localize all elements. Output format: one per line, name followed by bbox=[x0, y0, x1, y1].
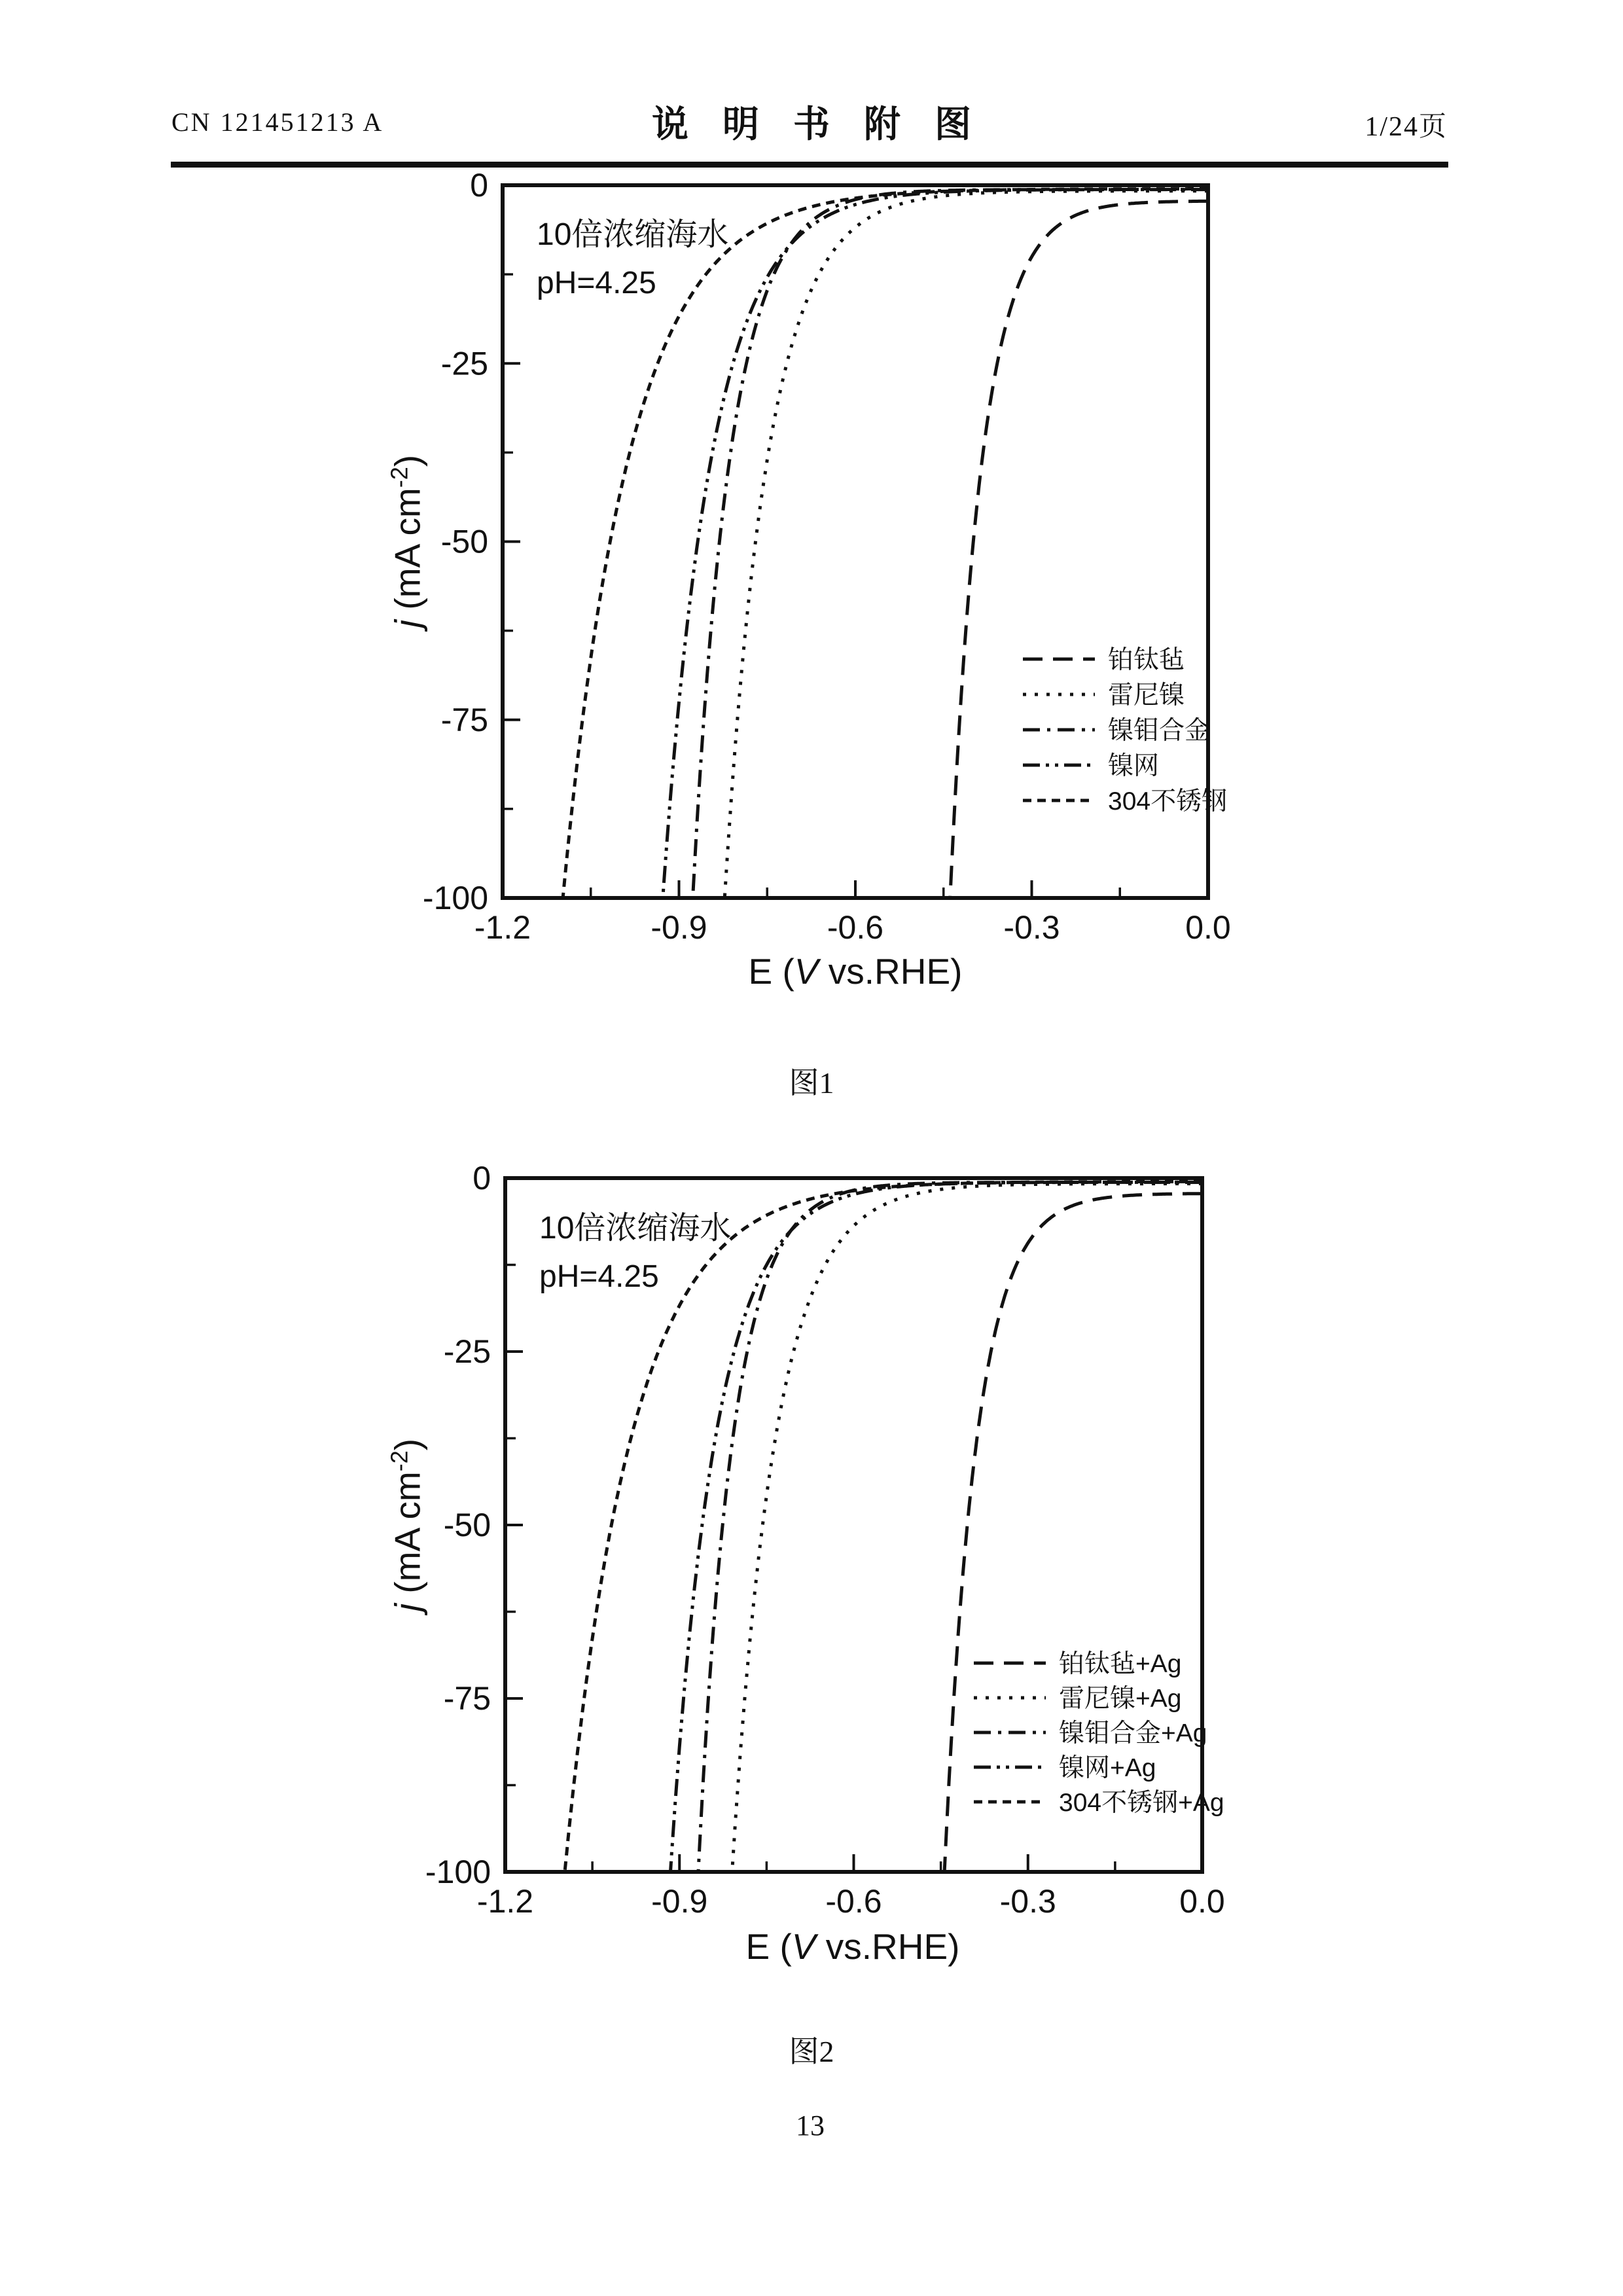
y-tick-label: -100 bbox=[422, 880, 488, 916]
legend-label: 镍钼合金 bbox=[1108, 717, 1211, 745]
figure2-y-axis-title: j (mA $cm^{-2}$) bbox=[385, 1438, 428, 1612]
y-tick-label: -75 bbox=[440, 701, 488, 738]
legend-label: 镍网+Ag bbox=[1059, 1754, 1156, 1782]
x-tick-label: -0.6 bbox=[825, 1883, 882, 1920]
legend-label: 镍钼合金+Ag bbox=[1059, 1719, 1207, 1748]
page-title: 说明书附图 bbox=[652, 105, 1005, 145]
legend-label: 镍网 bbox=[1108, 752, 1160, 780]
y-tick-label: 0 bbox=[473, 1160, 491, 1196]
figure1-condition-annotation: 10倍浓缩海水 pH=4.25 bbox=[537, 217, 729, 301]
x-tick-label: -0.3 bbox=[999, 1883, 1056, 1920]
x-tick-label: -0.6 bbox=[827, 909, 884, 946]
page-number: 13 bbox=[796, 2109, 825, 2142]
legend-label: 铂钛毡+Ag bbox=[1059, 1650, 1182, 1678]
y-tick-label: -50 bbox=[443, 1507, 491, 1543]
legend-label: 铂钛毡 bbox=[1108, 646, 1185, 674]
x-tick-label: -0.9 bbox=[651, 1883, 708, 1920]
legend bbox=[1023, 646, 1227, 816]
y-tick-label: -75 bbox=[443, 1680, 491, 1717]
figure2-condition-annotation: 10倍浓缩海水 pH=4.25 bbox=[539, 1211, 732, 1295]
figure1-caption: 图1 bbox=[789, 1066, 834, 1100]
y-tick-label: -100 bbox=[425, 1854, 491, 1890]
legend-label: 304不锈钢+Ag bbox=[1059, 1789, 1224, 1817]
figure2-x-axis-title: E (V vs.RHE) bbox=[745, 1926, 960, 1967]
x-tick-label: -0.3 bbox=[1003, 909, 1060, 946]
legend-label: 雷尼镍 bbox=[1108, 681, 1185, 709]
x-tick-label: 0.0 bbox=[1185, 909, 1231, 946]
x-tick-label: -1.2 bbox=[476, 1883, 534, 1920]
y-tick-label: -25 bbox=[440, 345, 488, 382]
figure1-y-axis-title: j (mA $cm^{-2}$) bbox=[385, 454, 428, 628]
y-tick-label: -50 bbox=[440, 523, 488, 560]
header-rule bbox=[171, 162, 1448, 168]
legend bbox=[974, 1650, 1224, 1817]
x-tick-label: 0.0 bbox=[1179, 1883, 1225, 1920]
figure2-caption: 图2 bbox=[789, 2035, 834, 2068]
x-tick-label: -1.2 bbox=[474, 909, 531, 946]
x-tick-label: -0.9 bbox=[651, 909, 707, 946]
y-tick-label: 0 bbox=[470, 167, 488, 204]
document-number: CN 121451213 A bbox=[171, 107, 384, 137]
legend-label: 雷尼镍+Ag bbox=[1059, 1685, 1182, 1713]
page-indicator: 1/24页 bbox=[1364, 112, 1448, 142]
figure1-x-axis-title: E (V vs.RHE) bbox=[748, 951, 963, 992]
legend-label: 304不锈钢 bbox=[1108, 787, 1228, 816]
y-tick-label: -25 bbox=[443, 1333, 491, 1370]
